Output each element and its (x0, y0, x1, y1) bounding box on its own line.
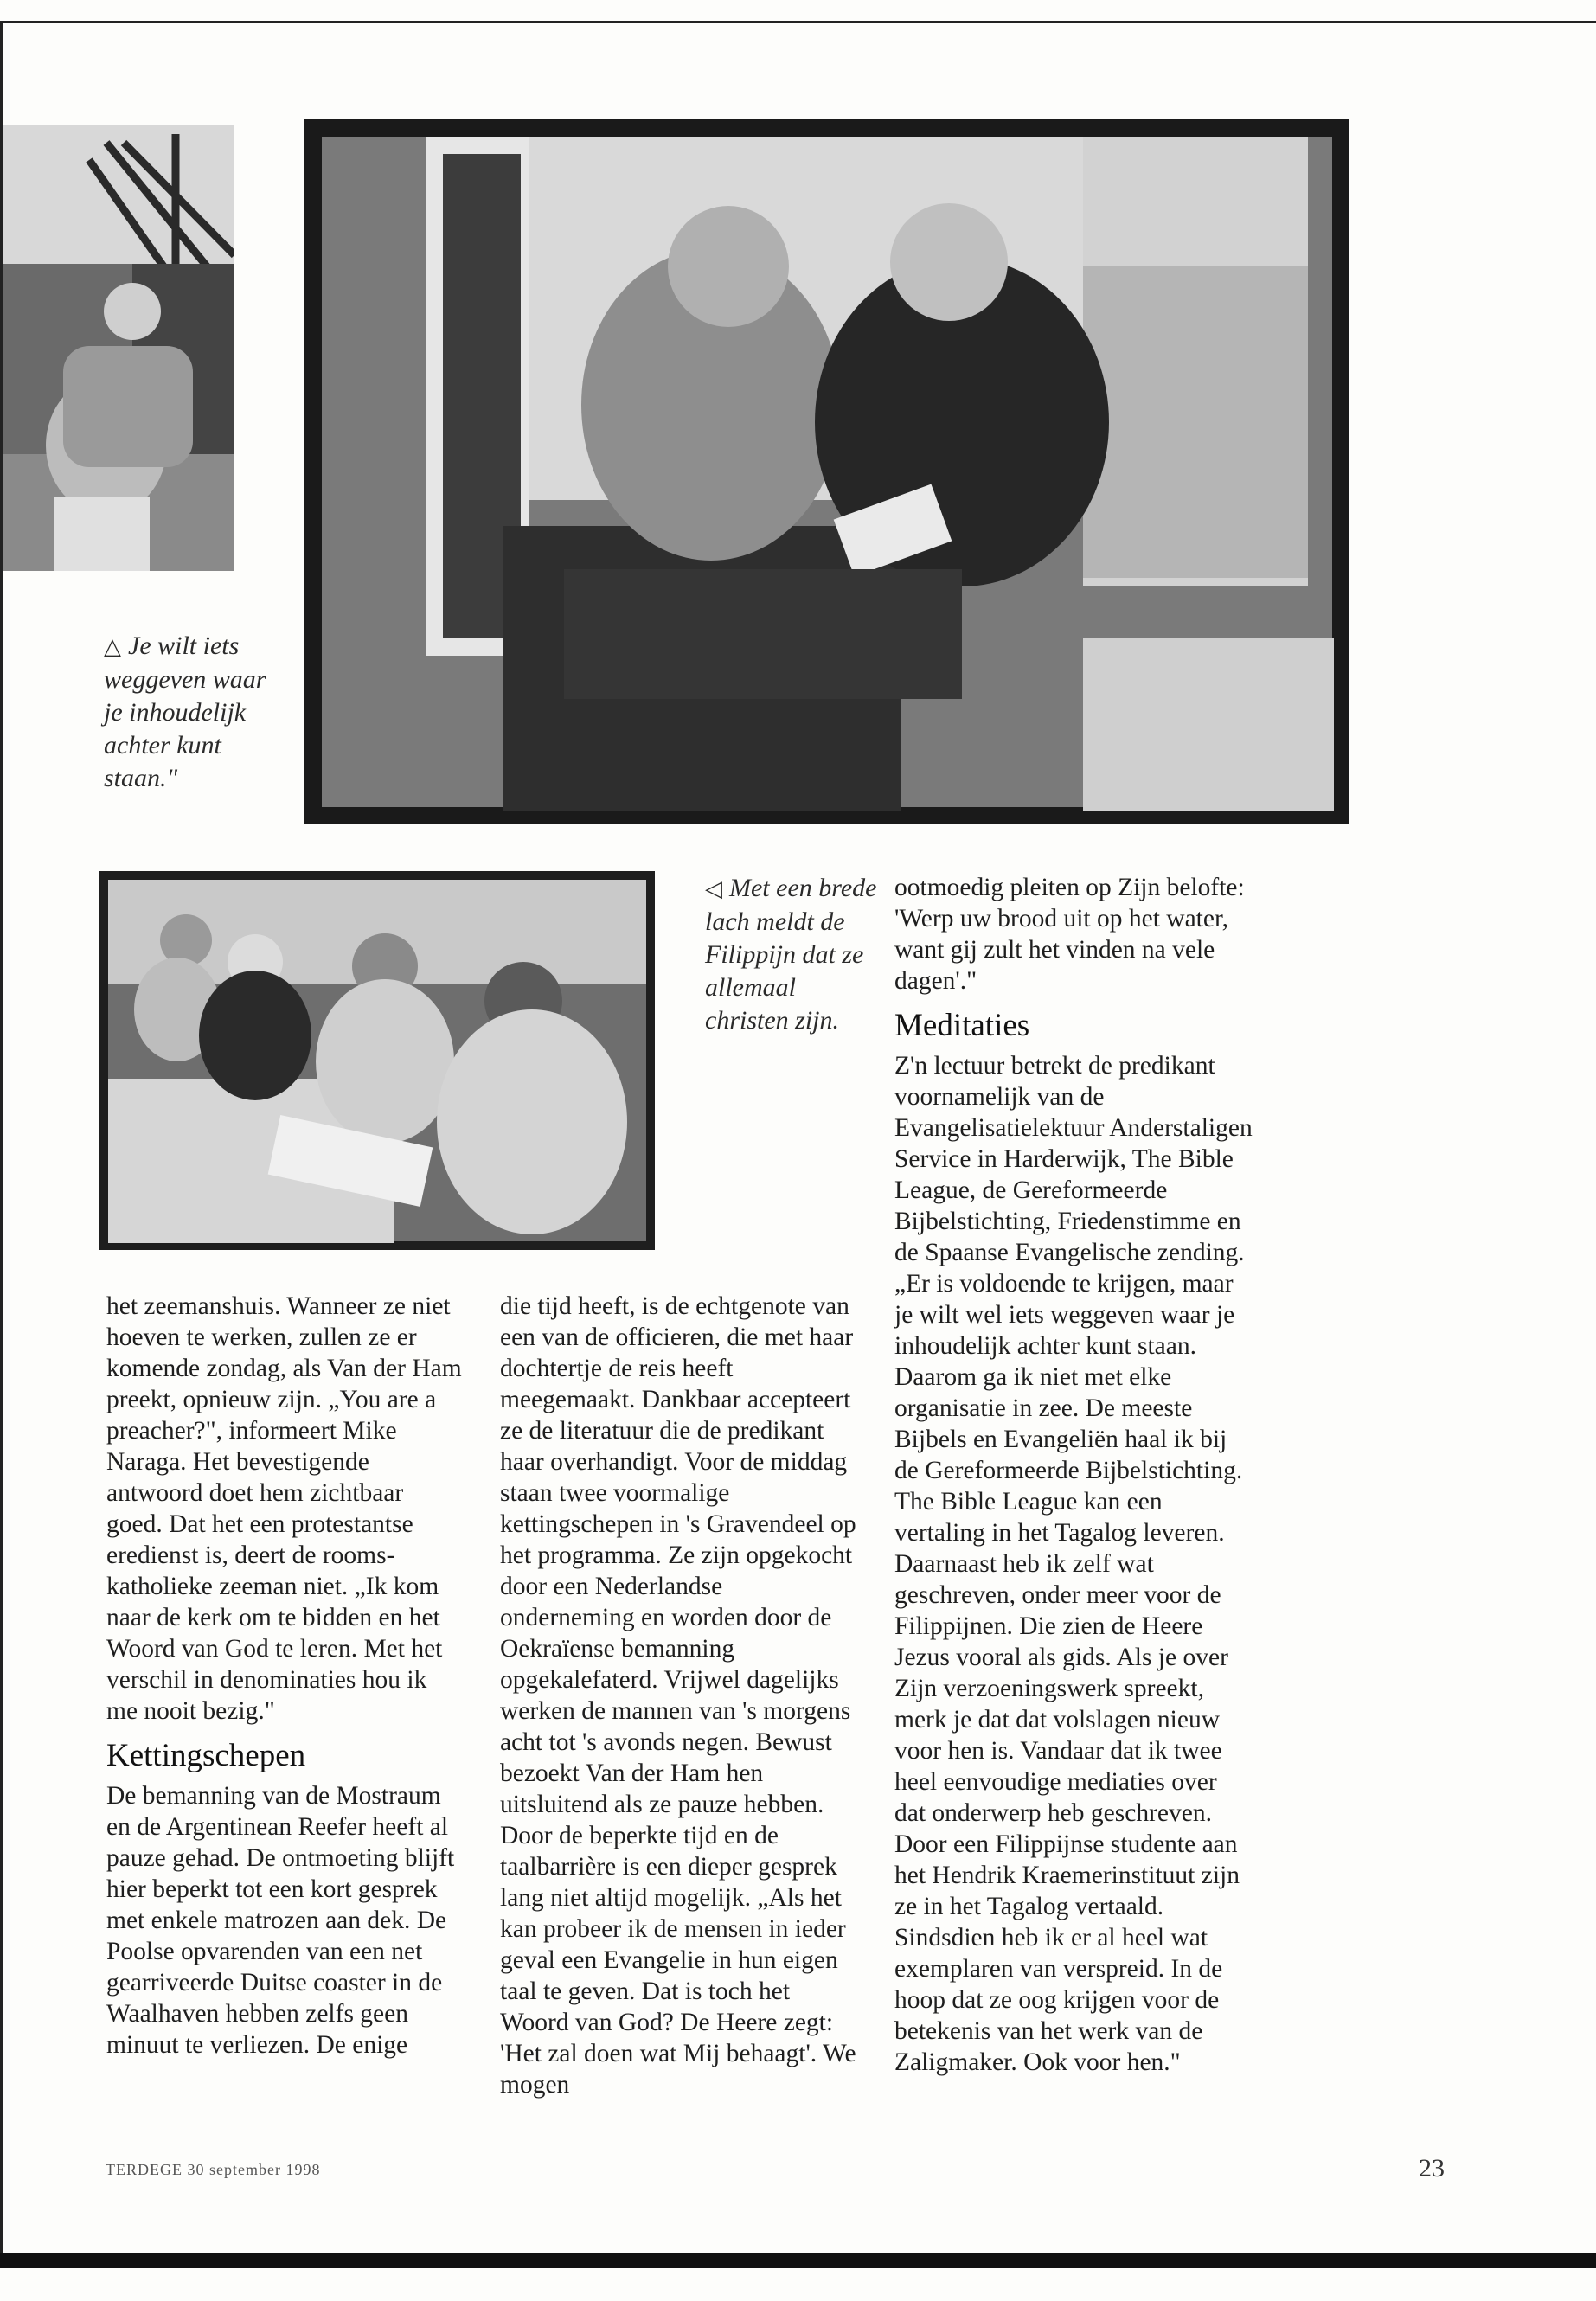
column3-paragraph-1: Z'n lectuur betrekt de predikant voornamelijk van de Evangelisatielektuur Anderstaligen Service in Harderwijk, The Bible League, de Gereformeerde Bijbelstichting, Friedenstimme en de Spaanse Evangelische zending. „Er is voldoende te krijgen, maar je wilt wel iets weggeven waar je inhoudelijk achter kunt staan. Daarom ga ik niet met elke organisatie in zee. De meeste Bijbels en Evangeliën haal ik bij de Gereformeerde Bijbelstichting. The Bible League kan een vertaling in het Tagalog leveren. (894, 1052, 1253, 1547)
caption-crew-text: Met een brede lach meldt de Filippijn dat ze allemaal christen zijn. (705, 874, 877, 1035)
article-column-3 (894, 872, 1253, 2078)
column2-paragraph-2: Door de beperkte tijd en de taalbarrière is een dieper gesprek lang niet altijd mogelijk. „Als het kan probeer ik de mensen in ieder geval een Evangelie in hun eigen taal te geven. Dat is toch het Woord van God? De Heere zegt: 'Het zal doen wat Mij behaagt'. We mogen (500, 1822, 856, 2099)
article-column-1 (106, 1291, 463, 2061)
triangle-left-icon: ◁ (705, 876, 722, 901)
article-column-2 (500, 1291, 856, 2100)
caption-girl (104, 630, 277, 795)
photo-men-reading (304, 119, 1349, 824)
page-number: 23 (1419, 2154, 1445, 2182)
page-border-bottom (0, 2253, 1596, 2268)
photo-girl (3, 125, 234, 571)
heading-meditaties: Meditaties (894, 1008, 1030, 1043)
column3-paragraph-2: Daarnaast heb ik zelf wat geschreven, onder meer voor de Filippijnen. Die zien de Heere Jezus vooral als gids. Als je over Zijn verzoeningswerk spreekt, merk je dat dat volslagen nieuw voor hen is. Vandaar dat ik twee heel eenvoudige mediaties over dat onderwerp heb geschreven. Door een Filippijnse studente aan het Hendrik Kraemerinstituut zijn ze in het Tagalog vertaald. Sindsdien heb ik er al heel wat exemplaren van verspreid. In de hoop dat ze oog krijgen voor de betekenis van het werk van de Zaligmaker. Ook voor hen." (894, 1550, 1240, 2076)
triangle-up-icon: △ (104, 634, 121, 659)
column2-paragraph-1: die tijd heeft, is de echtgenote van een van de officieren, die met haar dochtertje de reis heeft meegemaakt. Dankbaar accepteert ze de literatuur die de predikant haar overhandigt. Voor de middag staan twee voormalige kettingschepen in 's Gravendeel op het programma. Ze zijn opgekocht door een Nederlandse onderneming en worden door de Oekraïense bemanning opgekalefaterd. Vrijwel dagelijks werken de mannen van 's morgens acht tot 's avonds negen. Bewust bezoekt Van der Ham hen uitsluitend als ze pauze hebben. (500, 1292, 856, 1818)
caption-girl-text: Je wilt iets weggeven waar je inhoudelijk achter kunt staan." (104, 631, 266, 792)
page-border-top (0, 21, 1596, 23)
heading-kettingschepen: Kettingschepen (106, 1738, 306, 1773)
column1-paragraph-1: het zeemanshuis. Wanneer ze niet hoeven te werken, zullen ze er komende zondag, als Van der Ham preekt, opnieuw zijn. „You are a preacher?", informeert Mike Naraga. Het bevestigende antwoord doet hem zichtbaar goed. Dat het een protestantse eredienst is, deert de rooms-katholieke zeeman niet. „Ik kom naar de kerk om te bidden en het Woord van God te leren. Met het verschil in denominaties hou ik me nooit bezig." (106, 1292, 462, 1725)
column3-paragraph-0: ootmoedig pleiten op Zijn belofte: 'Werp uw brood uit op het water, want gij zult het vinden na vele dagen'." (894, 874, 1245, 995)
column1-paragraph-2: De bemanning van de Mostraum en de Argentinean Reefer heeft al pauze gehad. De ontmoeting blijft hier beperkt tot een kort gesprek met enkele matrozen aan dek. De Poolse opvarenden van een net gearriveerde Duitse coaster in de Waalhaven hebben zelfs geen minuut te verliezen. De enige (106, 1782, 455, 2059)
publication-footer: TERDEGE 30 september 1998 (106, 2161, 321, 2178)
photo-crew-table (99, 871, 655, 1250)
caption-crew (705, 872, 878, 1037)
